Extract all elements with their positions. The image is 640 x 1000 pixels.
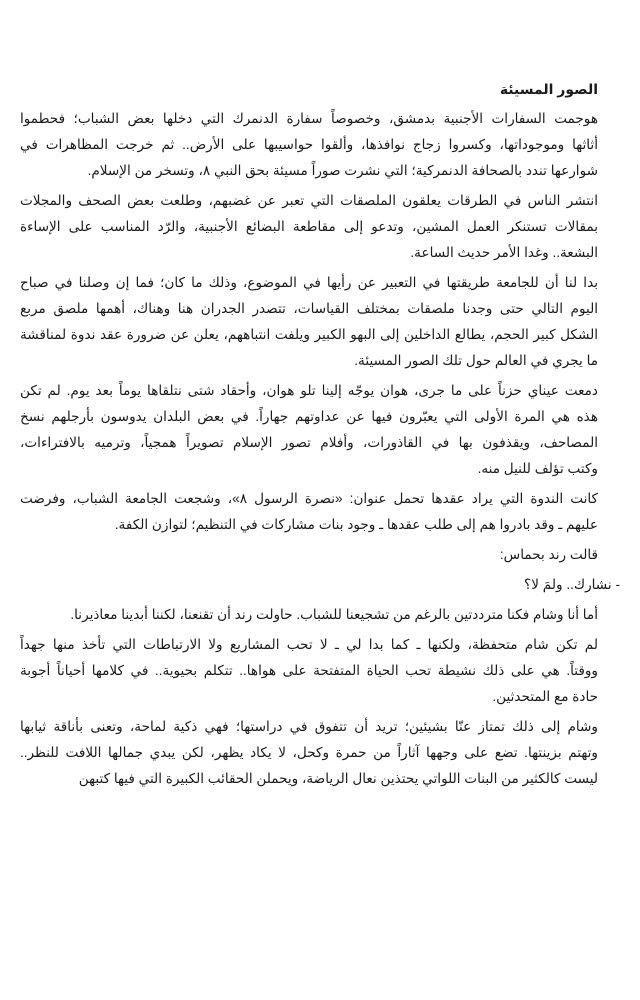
paragraph <box>20 542 620 568</box>
text-line: بدا لنا أن للجامعة طريقتها في التعبير عن رأيها في الموضوع، وذلك ما كان؛ فما إن وصلنا في صباح <box>20 275 598 290</box>
paragraph <box>20 106 620 184</box>
text-line: المصاحف، ويقذفون بها في القاذورات، وأفلام تصور الإسلام تصويراً همجياً، وترميه بالافتراءات، <box>20 435 598 450</box>
text-line: ليست كالكثير من البنات اللواتي يحتذين نعال الرياضة، ويحملن الحقائب الكبيرة التي فيها كتبهن <box>78 771 598 786</box>
text-line: وكتب تؤلف للنيل منه. <box>477 461 598 476</box>
text-line: هوجمت السفارات الأجنبية بدمشق، وخصوصاً سفارة الدنمرك التي دخلها بعض الشباب؛ فحطموا <box>20 111 598 126</box>
paragraph <box>20 486 620 538</box>
paragraph <box>20 572 620 598</box>
paragraph <box>20 602 620 628</box>
text-line: كانت الندوة التي يراد عقدها تحمل عنوان: «نصرة الرسول ٨»، وشجعت الجامعة الشباب، وفرضت <box>20 491 598 506</box>
text-line: شوارعها تندد بالصحافة الدنمركية؛ التي نشرت صوراً مسيئة بحق النبي ٨، وتسخر من الإسلام. <box>87 163 598 178</box>
text-line: هذه هي المرة الأولى التي يعبّرون فيها عن عداوتهم جهاراً. في بعض البلدان يدوسون بأرجلهم نسخ <box>20 409 598 424</box>
text-line: بمقالات تستنكر العمل المشين، وتدعو إلى مقاطعة البضائع الأجنبية، والرّد المناسب على الإساءة <box>20 219 598 234</box>
text-line: ووقتاً. هي على ذلك نشيطة تحب الحياة المتفتحة على هواها.. تتكلم بحيوية.. في كلامها أحياناً أجوبة <box>20 663 598 678</box>
text-line: ما يجري في العالم حول تلك الصور المسيئة. <box>354 353 598 368</box>
paragraph <box>20 188 620 266</box>
paragraph <box>20 714 620 792</box>
paragraph <box>20 378 620 482</box>
text-line: وتهتم بزينتها. تضع على وجهها آثاراً من حمرة وكحل، لا يكاد يظهر، لكن يبدي جمالها اللافت للنظر.. <box>20 745 598 760</box>
text-line: الشكل كبير الحجم، يطالع الداخلين إلى البهو الكبير ويلفت انتباههم، يعلن عن ضرورة عقد ندوة لمناقشة <box>20 327 598 342</box>
text-line: - نشارك.. ولمَ لا؟ <box>524 577 620 592</box>
text-line: دمعت عيناي حزناً على ما جرى، هوان يوجّه إلينا تلو هوان، وأحقاد شتى نتلقاها يوماً بعد يوم. لم تكن <box>20 383 598 398</box>
text-line: أما أنا وشام فكنا مترددتين بالرغم من تشجيعنا للشباب. حاولت رند أن تقنعنا، لكننا أبدينا معاذيرنا. <box>70 607 598 622</box>
text-line: قالت رند بحماس: <box>499 547 598 562</box>
text-line: أثاثها وموجوداتها، وكسروا زجاج نوافذها، وألقوا حواسيبها على الأرض.. ثم خرجت المظاهرات في <box>20 137 598 152</box>
document-body <box>20 106 620 792</box>
text-line: انتشر الناس في الطرقات يعلقون الملصقات التي تعبر عن غضبهم، وطلعت بعض الصحف والمجلات <box>20 193 598 208</box>
text-line: وشام إلى ذلك تمتاز عنّا بشيئين؛ تريد أن تتفوق في دراستها؛ فهي ذكية لماحة، وتعنى بأناقة ثيابها <box>20 719 598 734</box>
paragraph <box>20 270 620 374</box>
text-line: عليهم ـ وقد بادروا هم إلى طلب عقدها ـ وجود بنات مشاركات في التنظيم؛ لتوازن الكفة. <box>114 517 598 532</box>
document-title: الصور المسيئة <box>499 81 598 97</box>
paragraph <box>20 632 620 710</box>
text-line: لم تكن شام متحفظة، ولكنها ـ كما بدا لي ـ لا تحب المشاريع ولا الارتباطات التي تأخذ منها جهداً <box>20 637 598 652</box>
text-line: اليوم التالي حتى وجدنا ملصقات بمختلف القياسات، تتصدر الجدران هنا وهناك، أهمها ملصق مربع <box>20 301 598 316</box>
text-line: البشعة.. وغدا الأمر حديث الساعة. <box>410 245 598 260</box>
text-line: حادة مع المتحدثين. <box>492 689 598 704</box>
